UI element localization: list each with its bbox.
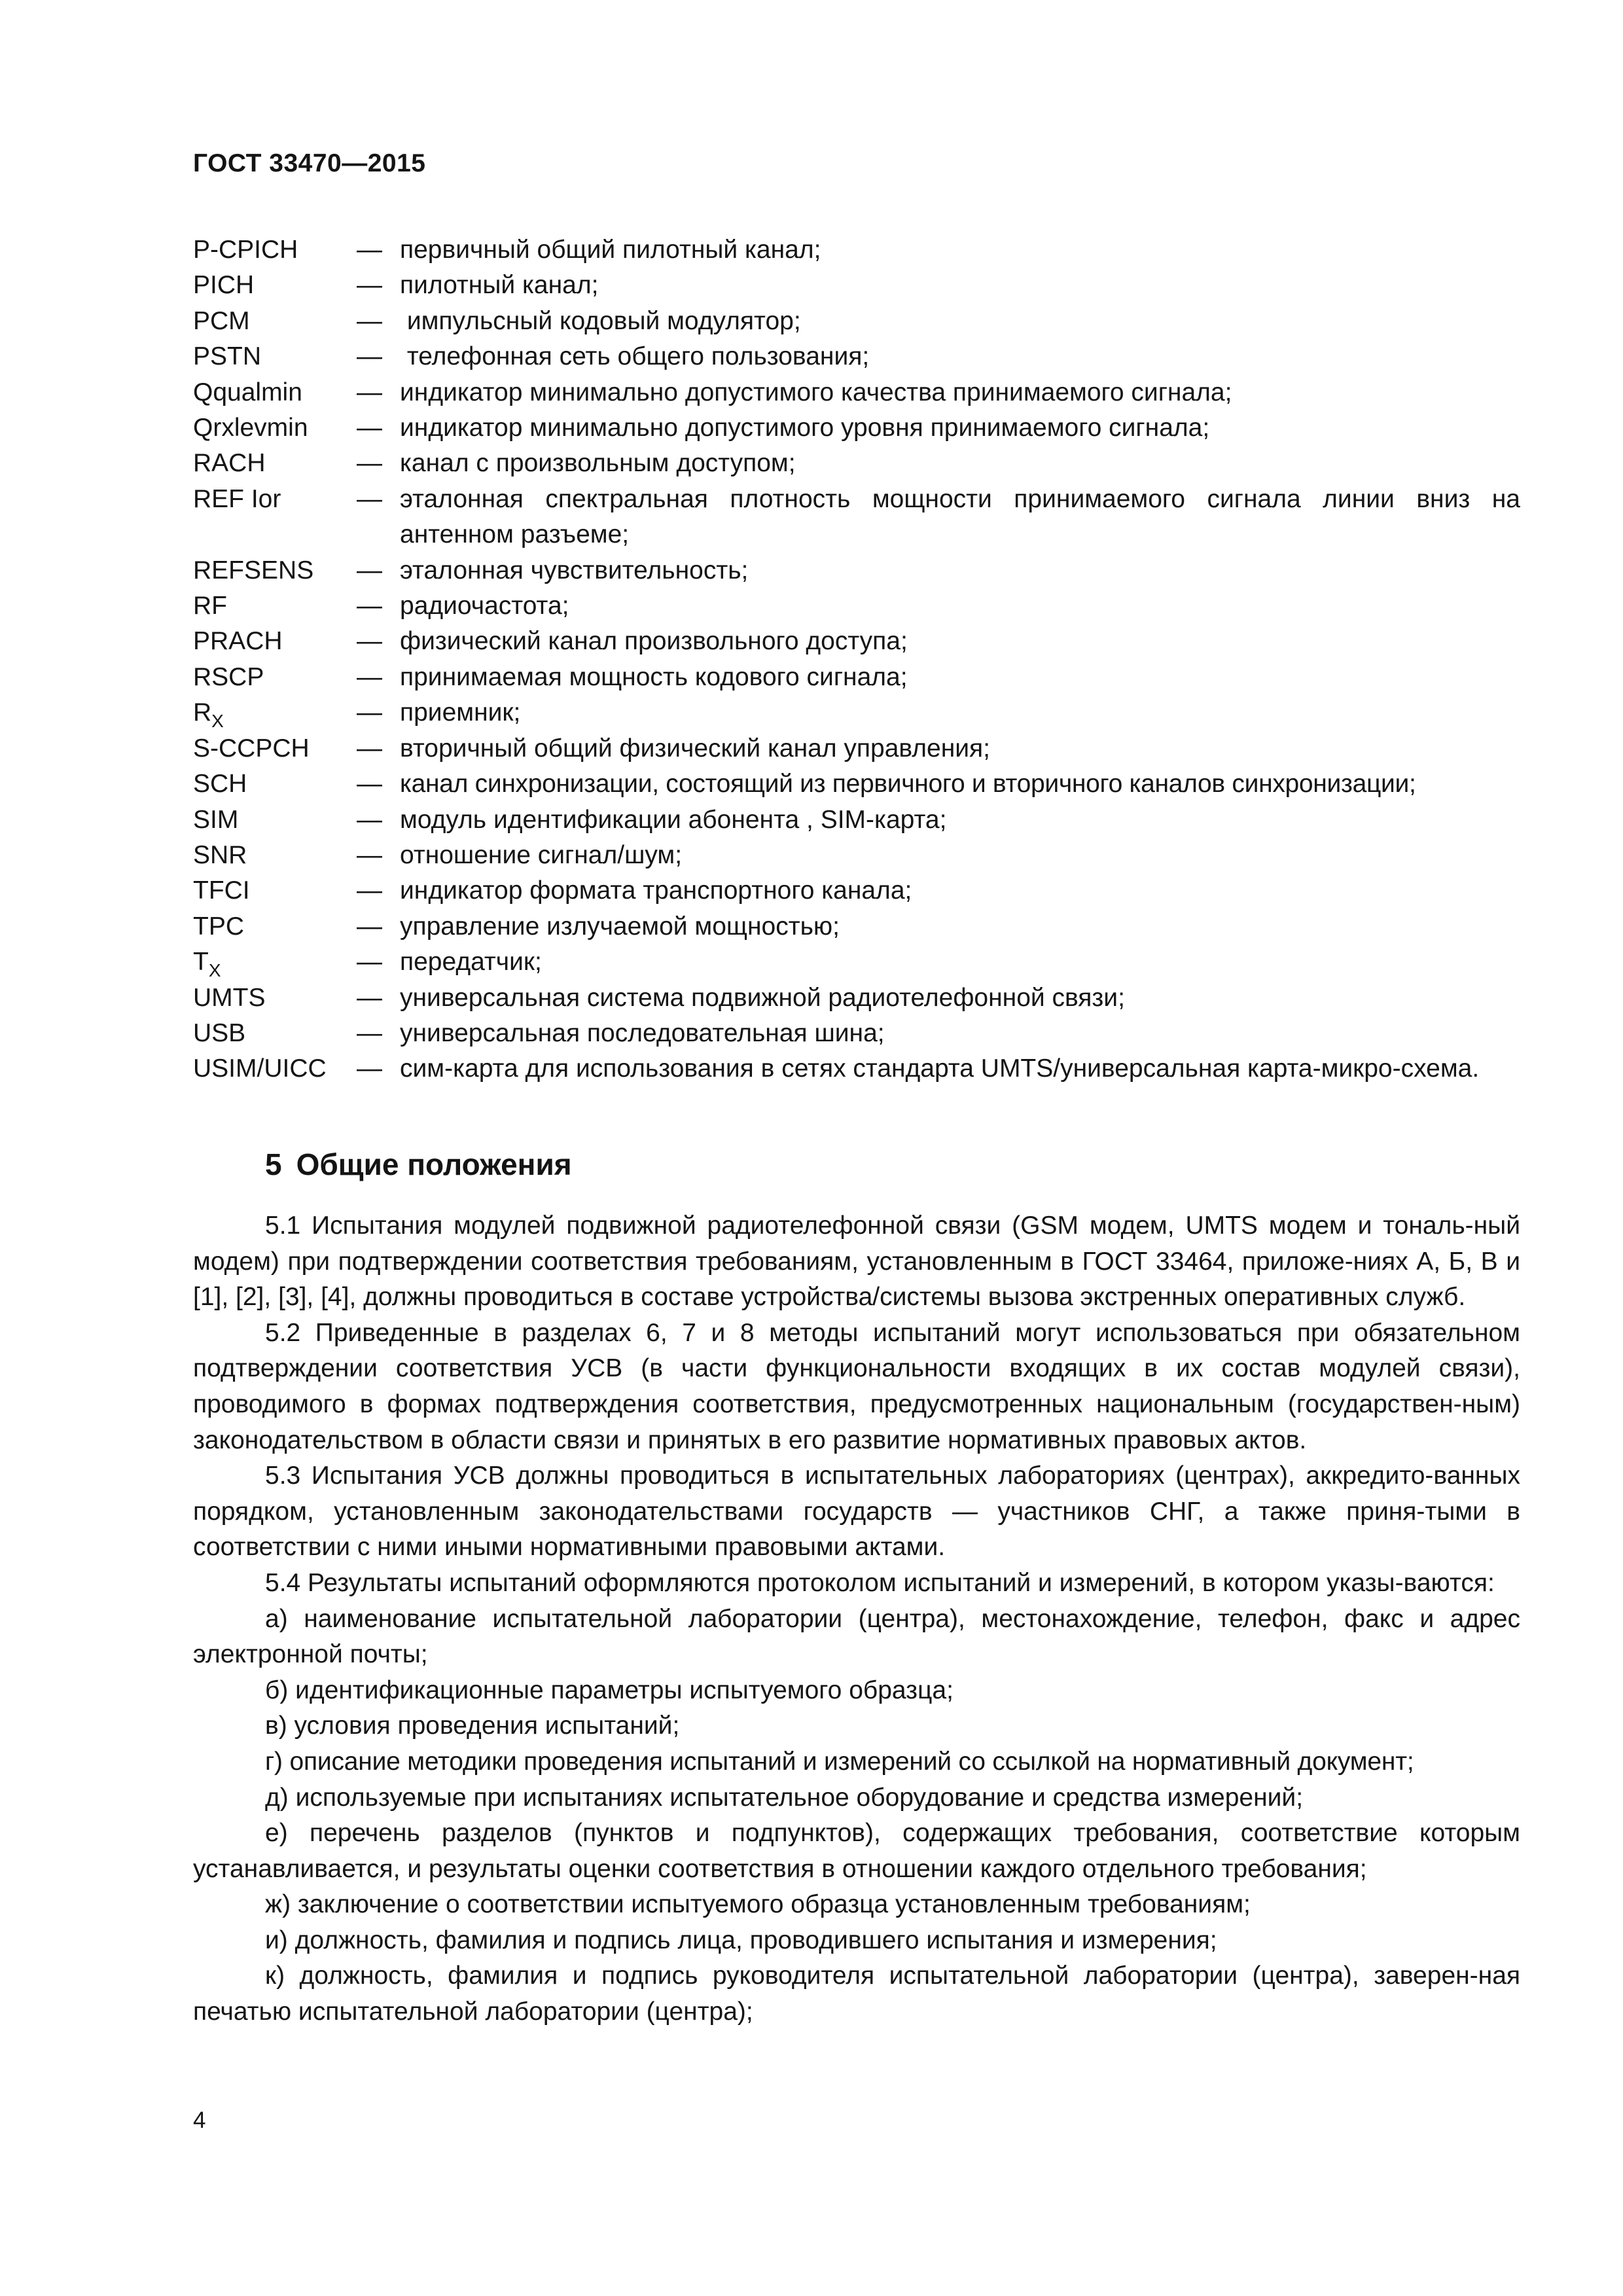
list-item: ж) заключение о соответствии испытуемого образца установленным требованиям; (265, 1890, 1251, 1919)
abbreviation-term: USB (193, 1018, 246, 1047)
abbreviation-definition: индикатор минимально допустимого уровня принимаемого сигнала; (400, 414, 1210, 442)
section-number: 5 (265, 1147, 282, 1181)
abbreviation-dash: — (357, 948, 382, 977)
abbreviation-definition: модуль идентификации абонента , SIM-карта; (400, 805, 947, 834)
abbreviation-dash: — (357, 449, 382, 478)
list-item: г) описание методики проведения испытаний и измерений со ссылкой на нормативный документ; (265, 1747, 1414, 1776)
abbreviation-dash: — (357, 805, 382, 834)
abbreviation-row (193, 1051, 1520, 1086)
abbreviation-definition: физический канал произвольного доступа; (400, 627, 908, 656)
abbreviation-row (193, 304, 1520, 339)
abbreviation-term: Qrxlevmin (193, 414, 308, 442)
paragraph: 5.3 Испытания УСВ должны проводиться в испытательных лабораториях (центрах), аккредито-ванных порядком, установленным законодательствами государств — участников СНГ, а также приня-тыми в соответствии с ними иными нормативными правовыми актами. (193, 1462, 1520, 1562)
abbreviation-definition: управление излучаемой мощностью; (400, 912, 840, 941)
abbreviation-dash: — (357, 592, 382, 620)
abbreviation-row (193, 1016, 1520, 1051)
list-item: к) должность, фамилия и подпись руководителя испытательной лаборатории (центра), заверен-ная печатью испытательной лаборатории (центра); (193, 1962, 1520, 2026)
abbreviation-dash: — (357, 734, 382, 762)
abbreviation-row (193, 873, 1520, 908)
abbreviation-row (193, 375, 1520, 410)
abbreviation-row (193, 624, 1520, 659)
abbreviation-term: S-CCPCH (193, 734, 310, 762)
abbreviation-dash: — (357, 662, 382, 691)
list-item: и) должность, фамилия и подпись лица, проводившего испытания и измерения; (265, 1926, 1217, 1954)
abbreviation-dash: — (357, 236, 382, 264)
abbreviation-dash: — (357, 876, 382, 905)
paragraph: 5.2 Приведенные в разделах 6, 7 и 8 методы испытаний могут использоваться при обязательном подтверждении соответствия УСВ (в части функциональности входящих в их состав модулей связи), проводимого в формах подтверждения соответствия, предусмотренных национальным (государствен-ным) законодательством в области связи и принятых в его развитие нормативных правовых актов. (193, 1318, 1520, 1454)
abbreviation-dash: — (357, 306, 382, 335)
abbreviation-dash: — (357, 912, 382, 941)
abbreviation-term (193, 944, 357, 980)
list-item: д) используемые при испытаниях испытательное оборудование и средства измерений; (265, 1783, 1304, 1812)
abbreviation-row (193, 588, 1520, 624)
abbreviation-term: RACH (193, 449, 266, 478)
abbreviation-definition: вторичный общий физический канал управления; (400, 734, 990, 762)
abbreviation-row (193, 766, 1520, 802)
abbreviation-dash: — (357, 271, 382, 300)
section-title-text: Общие положения (296, 1147, 572, 1181)
abbreviation-row (193, 944, 1520, 980)
abbreviation-row (193, 838, 1520, 873)
abbreviation-term (193, 695, 357, 730)
abbreviation-term: RF (193, 592, 227, 620)
abbreviation-term: TFCI (193, 876, 250, 905)
abbreviation-definition: универсальная последовательная шина; (400, 1018, 885, 1047)
abbreviation-term: PCM (193, 306, 250, 335)
abbreviation-row (193, 660, 1520, 695)
section-heading (265, 1147, 572, 1182)
abbreviation-dash: — (357, 414, 382, 442)
abbreviation-term: USIM/UICC (193, 1054, 327, 1083)
abbreviation-definition: импульсный кодовый модулятор; (400, 306, 801, 335)
abbreviation-term: Qqualmin (193, 378, 302, 406)
abbreviation-dash: — (357, 556, 382, 584)
abbreviation-row (193, 339, 1520, 374)
abbreviation-term-subscript: X (208, 960, 221, 980)
abbreviation-row (193, 268, 1520, 303)
abbreviation-definition: сим-карта для использования в сетях стандарта UMTS/универсальная карта-микро-схема. (400, 1054, 1480, 1083)
abbreviation-term-main: R (193, 698, 212, 727)
abbreviation-list (193, 232, 1520, 1087)
abbreviation-definition: пилотный канал; (400, 271, 599, 300)
abbreviation-dash: — (357, 627, 382, 656)
abbreviation-term: PICH (193, 271, 255, 300)
abbreviation-term: SNR (193, 840, 247, 869)
list-item: е) перечень разделов (пунктов и подпунктов), содержащих требования, соответствие которым устанавливается, и результаты оценки соответствия в отношении каждого отдельного требования; (193, 1819, 1520, 1883)
abbreviation-row (193, 482, 1520, 553)
abbreviation-definition: телефонная сеть общего пользования; (400, 342, 870, 371)
abbreviation-definition: первичный общий пилотный канал; (400, 236, 821, 264)
abbreviation-dash: — (357, 484, 382, 513)
abbreviation-row (193, 980, 1520, 1016)
abbreviation-definition: отношение сигнал/шум; (400, 840, 683, 869)
abbreviation-term: P-CPICH (193, 236, 298, 264)
abbreviation-definition: канал синхронизации, состоящий из первичного и вторичного каналов синхронизации; (400, 770, 1416, 798)
abbreviation-term: SIM (193, 805, 239, 834)
abbreviation-dash: — (357, 342, 382, 371)
abbreviation-dash: — (357, 1054, 382, 1083)
paragraph: 5.4 Результаты испытаний оформляются протоколом испытаний и измерений, в котором указы-ваются: (265, 1568, 1495, 1597)
document-code-header: ГОСТ 33470—2015 (193, 149, 426, 177)
list-item: а) наименование испытательной лаборатории (центра), местонахождение, телефон, факс и адрес электронной почты; (193, 1604, 1520, 1669)
abbreviation-dash: — (357, 770, 382, 798)
abbreviation-row (193, 553, 1520, 588)
abbreviation-dash: — (357, 698, 382, 727)
abbreviation-row (193, 410, 1520, 446)
abbreviation-term: SCH (193, 770, 247, 798)
list-item: б) идентификационные параметры испытуемого образца; (265, 1676, 954, 1704)
abbreviation-definition: приемник; (400, 698, 521, 727)
abbreviation-definition: эталонная спектральная плотность мощности принимаемого сигнала линии вниз на антенном разъеме; (400, 484, 1520, 549)
abbreviation-definition: передатчик; (400, 948, 542, 977)
abbreviation-dash: — (357, 983, 382, 1012)
abbreviation-dash: — (357, 378, 382, 406)
abbreviation-row (193, 731, 1520, 766)
abbreviation-term: PRACH (193, 627, 283, 656)
abbreviation-definition: индикатор формата транспортного канала; (400, 876, 912, 905)
section-body (193, 1208, 1520, 2030)
abbreviation-definition: универсальная система подвижной радиотелефонной связи; (400, 983, 1125, 1012)
abbreviation-row (193, 446, 1520, 481)
abbreviation-definition: радиочастота; (400, 592, 569, 620)
paragraph: 5.1 Испытания модулей подвижной радиотелефонной связи (GSM модем, UMTS модем и тональ-ный модем) при подтверждении соответствия требованиям, установленным в ГОСТ 33464, приложе-ниях А, Б, В и [1], [2], [3], [4], должны проводиться в составе устройства/системы вызова экстренных оперативных служб. (193, 1211, 1520, 1312)
abbreviation-definition: принимаемая мощность кодового сигнала; (400, 662, 908, 691)
abbreviation-term: PSTN (193, 342, 262, 371)
list-item: в) условия проведения испытаний; (265, 1712, 680, 1740)
abbreviation-term: RSCP (193, 662, 264, 691)
abbreviation-definition: индикатор минимально допустимого качества принимаемого сигнала; (400, 378, 1232, 406)
abbreviation-row (193, 802, 1520, 838)
abbreviation-definition: канал с произвольным доступом; (400, 449, 796, 478)
abbreviation-term: REFSENS (193, 556, 314, 584)
abbreviation-term: REF Ior (193, 484, 281, 513)
abbreviation-row (193, 232, 1520, 268)
abbreviation-term: UMTS (193, 983, 266, 1012)
abbreviation-row (193, 695, 1520, 730)
page-number: 4 (193, 2108, 206, 2133)
abbreviation-definition: эталонная чувствительность; (400, 556, 749, 584)
abbreviation-row (193, 909, 1520, 944)
abbreviation-term-main: T (193, 948, 209, 977)
abbreviation-term: TPC (193, 912, 244, 941)
abbreviation-dash: — (357, 1018, 382, 1047)
abbreviation-term-subscript: X (211, 711, 224, 732)
abbreviation-dash: — (357, 840, 382, 869)
